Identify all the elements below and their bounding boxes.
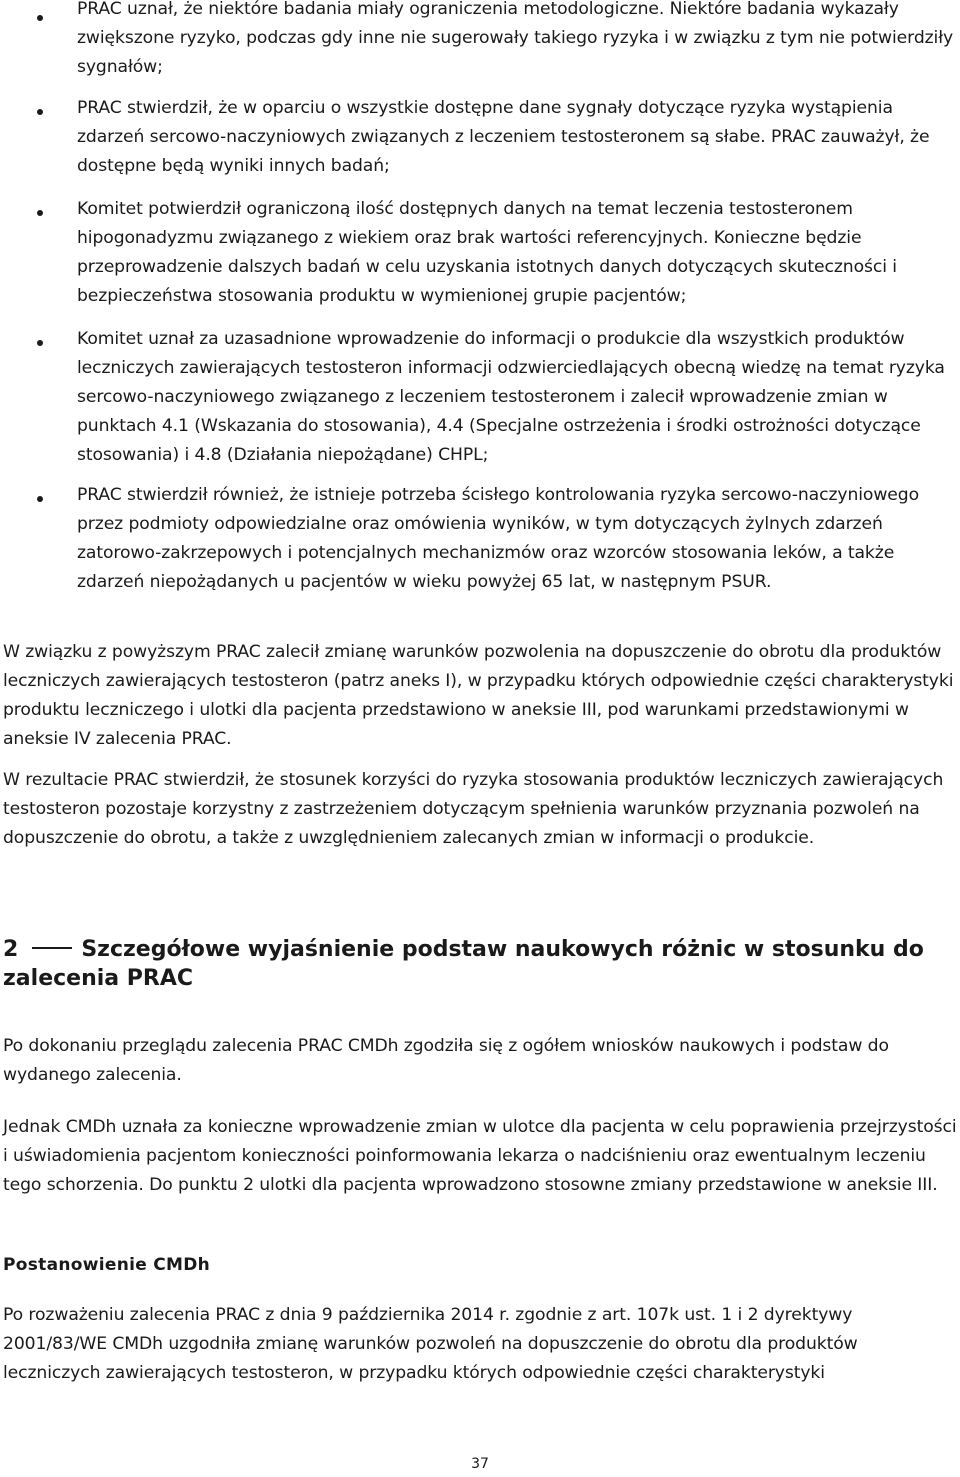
bullet-icon bbox=[37, 15, 43, 21]
bullet-icon bbox=[37, 496, 43, 502]
bullet-icon bbox=[37, 210, 43, 216]
heading-dash bbox=[32, 947, 72, 949]
section-heading bbox=[3, 935, 953, 993]
section-title: Szczegółowe wyjaśnienie podstaw naukowych różnic w stosunku do zalecenia PRAC bbox=[3, 937, 924, 991]
list-item-text: Komitet uznał za uzasadnione wprowadzenie do informacji o produkcie dla wszystkich produktów leczniczych zawierających testosteron informacji odzwierciedlających obecną wiedzę na temat ryzyka sercowo-naczyniowego związanego z leczeniem testosteronem i zalecił wprowadzenie zmian w punktach 4.1 (Wskazania do stosowania), 4.4 (Specjalne ostrzeżenia i środki ostrożności dotyczące stosowania) i 4.8 (Działania niepożądane) CHPL; bbox=[77, 329, 945, 465]
paragraph-cmdh-decision: Po rozważeniu zalecenia PRAC z dnia 9 października 2014 r. zgodnie z art. 107k ust. 1 i 2 dyrektywy 2001/83/WE CMDh uzgodniła zmianę warunków pozwoleń na dopuszczenie do obrotu dla produktów leczniczych zawierających testosteron, w przypadku których odpowiednie części charakterystyki bbox=[3, 1305, 858, 1383]
paragraph-cmdh-review: Po dokonaniu przeglądu zalecenia PRAC CMDh zgodziła się z ogółem wniosków naukowych i podstaw do wydanego zalecenia. bbox=[3, 1036, 889, 1085]
bullet-icon bbox=[37, 340, 43, 346]
bullet-icon bbox=[37, 109, 43, 115]
paragraph-cmdh-changes: Jednak CMDh uznała za konieczne wprowadzenie zmian w ulotce dla pacjenta w celu poprawienia przejrzystości i uświadomienia pacjentom konieczności poinformowania lekarza o nadciśnieniu oraz ewentualnym leczeniu tego schorzenia. Do punktu 2 ulotki dla pacjenta wprowadzono stosowne zmiany przedstawione w aneksie III. bbox=[3, 1117, 957, 1195]
paragraph-benefit-risk: W rezultacie PRAC stwierdził, że stosunek korzyści do ryzyka stosowania produktów leczniczych zawierających testosteron pozostaje korzystny z zastrzeżeniem dotyczącym spełnienia warunków przyznania pozwoleń na dopuszczenie do obrotu, a także z uwzględnieniem zalecanych zmian w informacji o produkcie. bbox=[3, 770, 944, 848]
list-item-text: Komitet potwierdził ograniczoną ilość dostępnych danych na temat leczenia testosteronem hipogonadyzmu związanego z wiekiem oraz brak wartości referencyjnych. Konieczne będzie przeprowadzenie dalszych badań w celu uzyskania istotnych danych dotyczących skuteczności i bezpieczeństwa stosowania produktu w wymienionej grupie pacjentów; bbox=[77, 199, 897, 306]
list-item-text: PRAC stwierdził, że w oparciu o wszystkie dostępne dane sygnały dotyczące ryzyka wystąpienia zdarzeń sercowo-naczyniowych związanych z leczeniem testosteronem są słabe. PRAC zauważył, że dostępne będą wyniki innych badań; bbox=[77, 98, 930, 176]
list-item-text: PRAC uznał, że niektóre badania miały ograniczenia metodologiczne. Niektóre badania wykazały zwiększone ryzyko, podczas gdy inne nie sugerowały takiego ryzyka i w związku z tym nie potwierdziły sygnałów; bbox=[77, 0, 954, 77]
paragraph-recommendation: W związku z powyższym PRAC zalecił zmianę warunków pozwolenia na dopuszczenie do obrotu dla produktów leczniczych zawierających testosteron (patrz aneks I), w przypadku których odpowiednie części charakterystyki produktu leczniczego i ulotki dla pacjenta przedstawiono w aneksie III, pod warunkami przedstawionymi w aneksie IV zalecenia PRAC. bbox=[3, 642, 954, 749]
list-item-text: PRAC stwierdził również, że istnieje potrzeba ścisłego kontrolowania ryzyka sercowo-naczyniowego przez podmioty odpowiedzialne oraz omówienia wyników, w tym dotyczących żylnych zdarzeń zatorowo-zakrzepowych i potencjalnych mechanizmów oraz wzorców stosowania leków, a także zdarzeń niepożądanych u pacjentów w wieku powyżej 65 lat, w następnym PSUR. bbox=[77, 485, 920, 592]
section-number: 2 bbox=[3, 937, 19, 962]
page-number: 37 bbox=[471, 1456, 489, 1472]
subheading-cmdh-decision: Postanowienie CMDh bbox=[3, 1255, 211, 1275]
